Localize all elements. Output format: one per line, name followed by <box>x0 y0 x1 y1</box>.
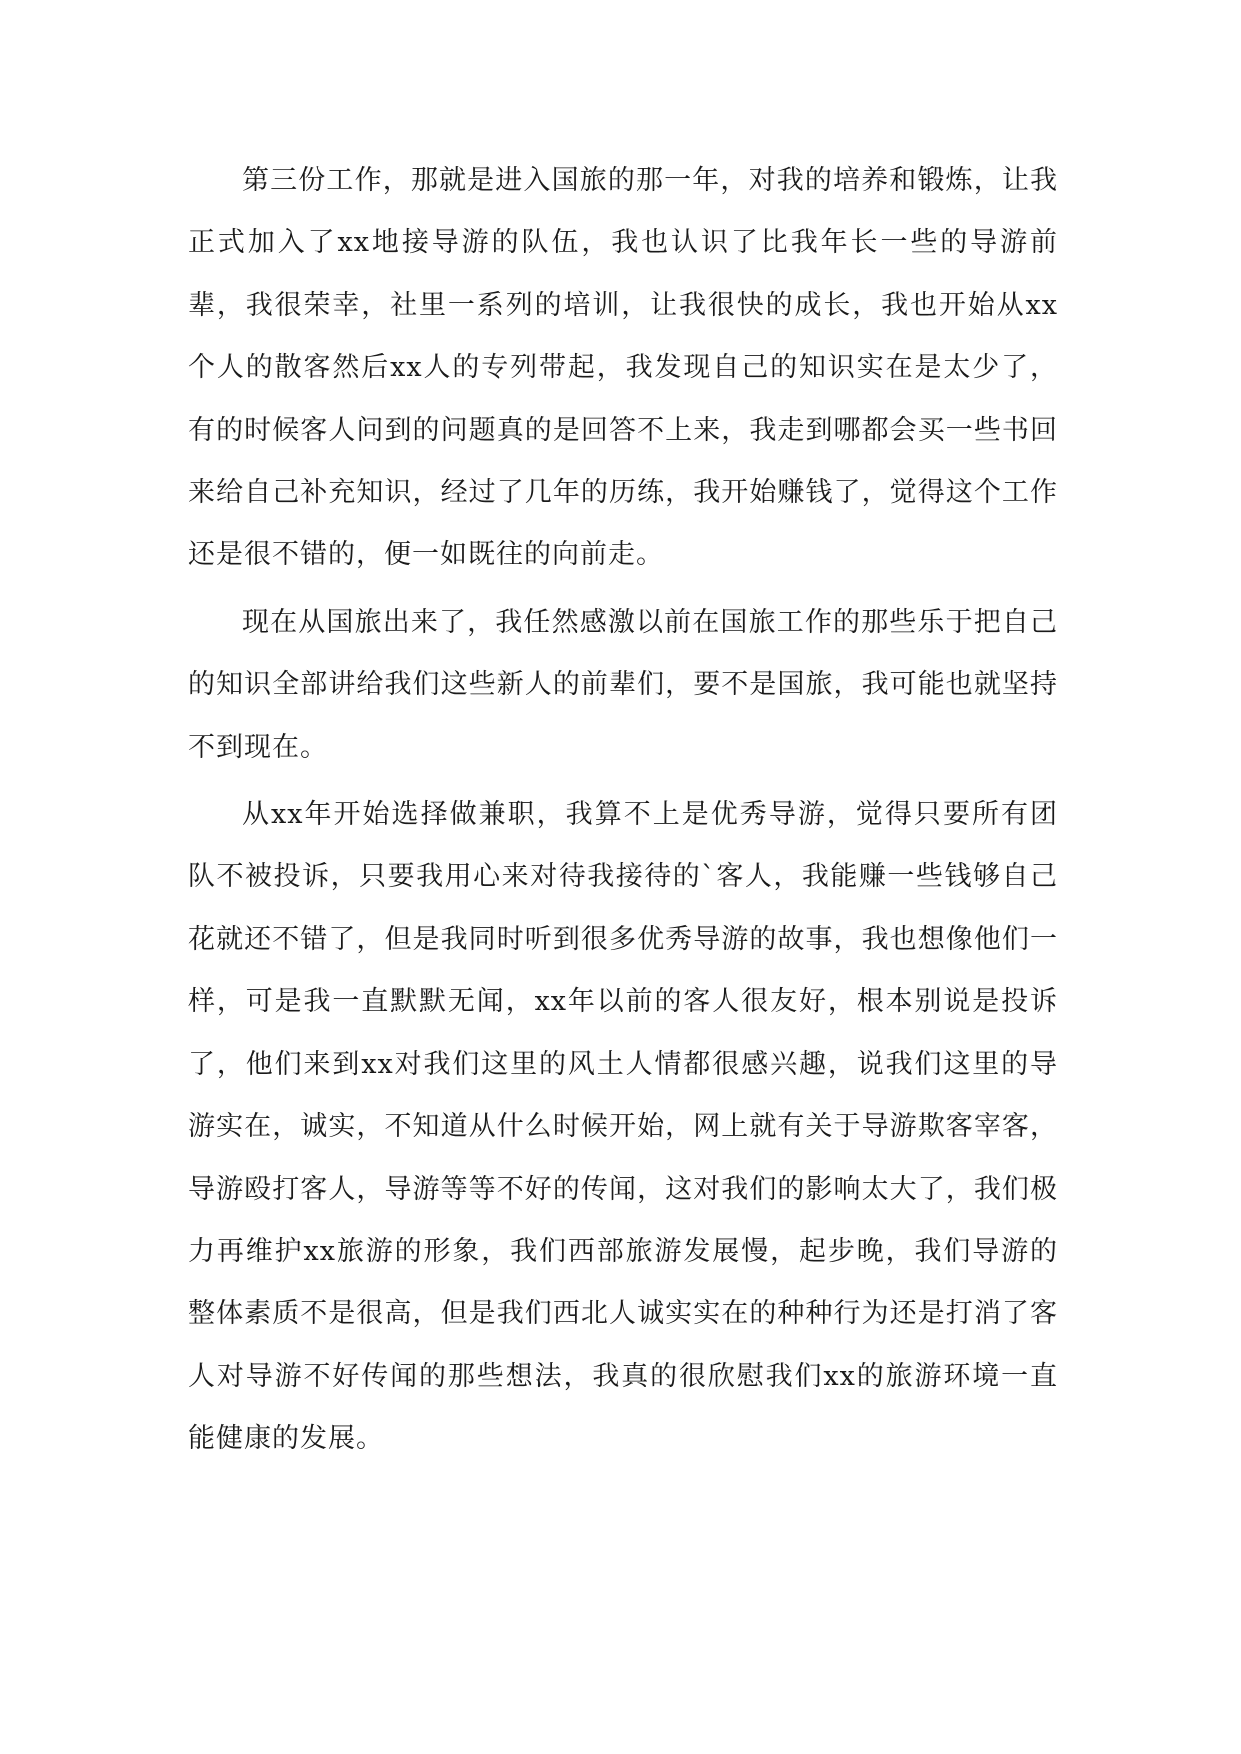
document-body <box>188 150 1058 1476</box>
paragraph: 第三份工作，那就是进入国旅的那一年，对我的培养和锻炼，让我正式加入了xx地接导游的队伍，我也认识了比我年长一些的导游前辈，我很荣幸，社里一系列的培训，让我很快的成长，我也开始从xx个人的散客然后xx人的专列带起，我发现自己的知识实在是太少了，有的时候客人问到的问题真的是回答不上来，我走到哪都会买一些书回来给自己补充知识，经过了几年的历练，我开始赚钱了，觉得这个工作还是很不错的，便一如既往的向前走。 <box>188 165 1058 571</box>
paragraph: 从xx年开始选择做兼职，我算不上是优秀导游，觉得只要所有团队不被投诉，只要我用心来对待我接待的`客人，我能赚一些钱够自己花就还不错了，但是我同时听到很多优秀导游的故事，我也想像他们一样，可是我一直默默无闻，xx年以前的客人很友好，根本别说是投诉了，他们来到xx对我们这里的风土人情都很感兴趣，说我们这里的导游实在，诚实，不知道从什么时候开始，网上就有关于导游欺客宰客，导游殴打客人，导游等等不好的传闻，这对我们的影响太大了，我们极力再维护xx旅游的形象，我们西部旅游发展慢，起步晚，我们导游的整体素质不是很高，但是我们西北人诚实实在的种种行为还是打消了客人对导游不好传闻的那些想法，我真的很欣慰我们xx的旅游环境一直能健康的发展。 <box>188 799 1058 1455</box>
paragraph: 现在从国旅出来了，我任然感激以前在国旅工作的那些乐于把自己的知识全部讲给我们这些新人的前辈们，要不是国旅，我可能也就坚持不到现在。 <box>188 606 1058 763</box>
